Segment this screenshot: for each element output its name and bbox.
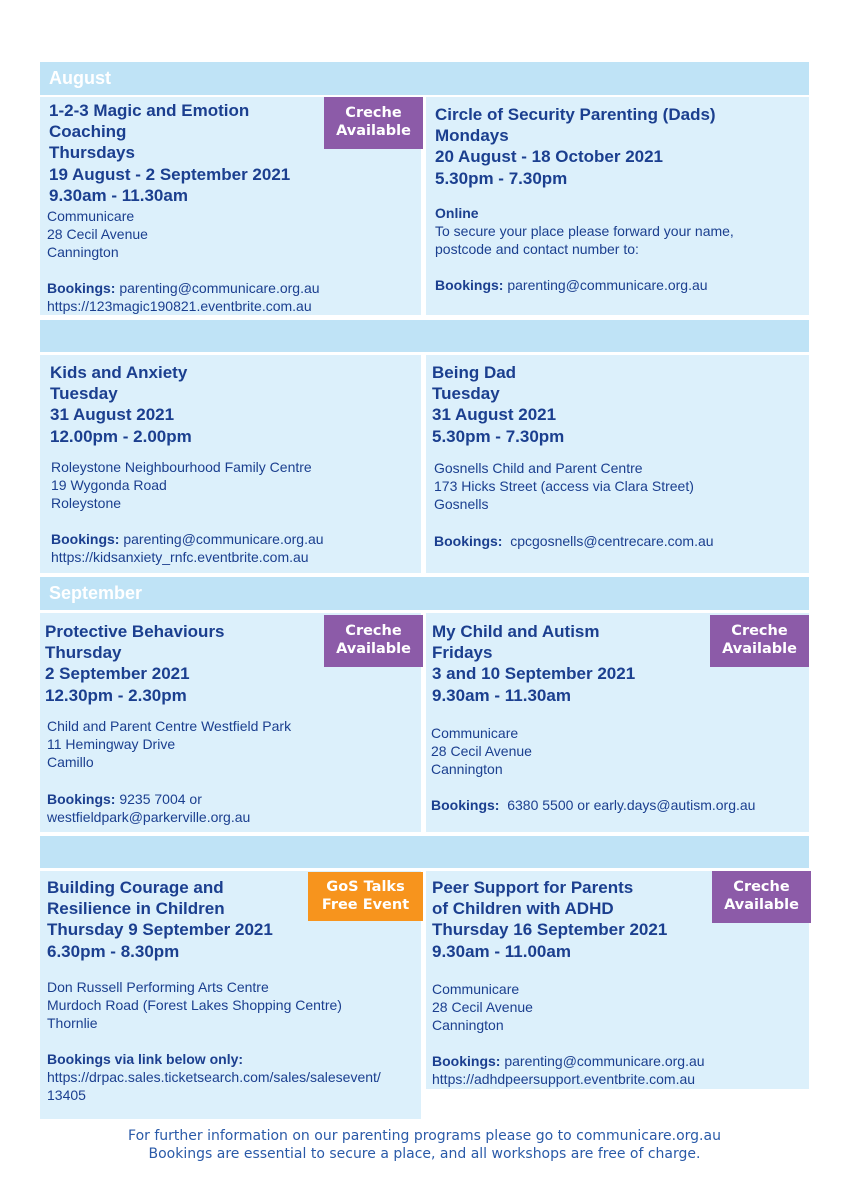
bookings-email[interactable]: parenting@communicare.org.au	[119, 280, 320, 296]
event-heading	[50, 362, 192, 447]
bookings-email[interactable]: parenting@communicare.org.au	[507, 277, 708, 293]
event-dates: 31 August 2021	[432, 405, 557, 425]
event-time: 5.30pm - 7.30pm	[432, 426, 565, 446]
event-title: Building Courage and	[47, 878, 224, 897]
bookings-email[interactable]: cpcgosnells@centrecare.com.au	[510, 533, 714, 549]
creche-available-badge: Creche Available	[324, 97, 423, 149]
event-heading	[435, 104, 716, 189]
event-location: Communicare 28 Cecil Avenue Cannington	[47, 208, 148, 260]
event-time: 9.30am - 11.30am	[432, 685, 571, 705]
event-time: 12.00pm - 2.00pm	[50, 426, 192, 446]
event-location: Don Russell Performing Arts Centre Murdoch Road (Forest Lakes Shopping Centre) Thornlie	[47, 979, 342, 1031]
event-bookings: Bookings: parenting@communicare.org.au https://123magic190821.eventbrite.com.au	[47, 280, 320, 314]
creche-available-badge: Creche Available	[324, 615, 423, 667]
event-dates: 20 August - 18 October 2021	[435, 147, 664, 167]
bookings-email[interactable]: westfieldpark@parkerville.org.au	[47, 809, 251, 825]
event-title: Protective Behaviours	[45, 622, 225, 641]
event-bookings: Bookings: parenting@communicare.org.au	[435, 277, 708, 293]
event-title: 1-2-3 Magic and Emotion	[49, 101, 250, 120]
event-time: 9.30am - 11.00am	[432, 941, 571, 961]
event-bookings: Bookings via link below only: https://drpac.sales.ticketsearch.com/sales/salesevent/ 13405	[47, 1051, 381, 1103]
event-title: My Child and Autism	[432, 622, 600, 641]
creche-available-badge: Creche Available	[712, 871, 811, 923]
event-dates: 2 September 2021	[45, 664, 190, 684]
event-dates: Thursday 16 September 2021	[432, 920, 668, 940]
event-card-my-child-autism	[426, 613, 809, 832]
event-card-protective-behaviours	[40, 613, 421, 832]
creche-available-badge: Creche Available	[710, 615, 809, 667]
event-dates: 31 August 2021	[50, 405, 175, 425]
event-title: Resilience in Children	[47, 899, 225, 919]
event-location: Child and Parent Centre Westfield Park 11 Hemingway Drive Camillo	[47, 718, 292, 770]
event-location: Communicare 28 Cecil Avenue Cannington	[432, 981, 533, 1033]
event-title: Coaching	[49, 122, 127, 142]
eventbrite-link[interactable]: https://kidsanxiety_rnfc.eventbrite.com.au	[51, 549, 309, 565]
event-day: Mondays	[435, 126, 509, 146]
event-bookings: Bookings: 6380 5500 or early.days@autism.org.au	[431, 797, 756, 813]
bookings-contact[interactable]: 6380 5500 or early.days@autism.org.au	[507, 797, 756, 813]
event-bookings: Bookings: parenting@communicare.org.au https://adhdpeersupport.eventbrite.com.au	[432, 1053, 705, 1087]
section-divider	[40, 320, 809, 352]
bookings-email[interactable]: parenting@communicare.org.au	[123, 531, 324, 547]
section-divider	[40, 836, 809, 868]
event-day: Thursdays	[49, 143, 135, 163]
event-title: Circle of Security Parenting (Dads)	[435, 105, 716, 124]
event-card-123-magic	[40, 97, 421, 315]
event-heading	[49, 100, 290, 206]
event-day: Fridays	[432, 643, 493, 663]
event-card-circle-of-security	[426, 97, 809, 315]
ticket-link-continued[interactable]: 13405	[47, 1087, 86, 1103]
gos-talks-free-event-badge: GoS Talks Free Event	[308, 872, 423, 921]
event-heading	[432, 621, 635, 706]
event-heading	[45, 621, 225, 706]
event-day: Thursday	[45, 643, 122, 663]
event-day: Tuesday	[432, 384, 500, 404]
month-header-september: September	[40, 577, 809, 610]
event-bookings: Bookings: 9235 7004 or westfieldpark@parkerville.org.au	[47, 791, 251, 825]
bookings-phone: 9235 7004 or	[119, 791, 202, 807]
ticket-link[interactable]: https://drpac.sales.ticketsearch.com/sales/salesevent/	[47, 1069, 381, 1085]
event-dates: 19 August - 2 September 2021	[49, 164, 291, 184]
event-day: Tuesday	[50, 384, 118, 404]
event-heading	[47, 877, 273, 962]
event-title: Peer Support for Parents	[432, 878, 634, 897]
eventbrite-link[interactable]: https://adhdpeersupport.eventbrite.com.au	[432, 1071, 696, 1087]
event-heading	[432, 877, 667, 962]
footer-note: Bookings are essential to secure a place, and all workshops are free of charge.	[148, 1146, 701, 1162]
event-time: 5.30pm - 7.30pm	[435, 168, 568, 188]
event-title: Being Dad	[432, 363, 517, 382]
event-location: Roleystone Neighbourhood Family Centre 19 Wygonda Road Roleystone	[51, 459, 312, 511]
event-card-building-courage	[40, 871, 421, 1119]
bookings-email[interactable]: parenting@communicare.org.au	[504, 1053, 705, 1069]
event-details: Online To secure your place please forward your name, postcode and contact number to:	[435, 205, 734, 257]
eventbrite-link[interactable]: https://123magic190821.eventbrite.com.au	[47, 298, 312, 314]
event-mode: Online	[435, 205, 479, 221]
event-time: 9.30am - 11.30am	[49, 185, 188, 205]
footer-info: For further information on our parenting programs please go to communicare.org.au	[128, 1128, 721, 1144]
event-title: Kids and Anxiety	[50, 363, 188, 382]
event-dates: Thursday 9 September 2021	[47, 920, 273, 940]
event-card-kids-anxiety	[40, 355, 421, 573]
event-dates: 3 and 10 September 2021	[432, 664, 636, 684]
event-time: 12.30pm - 2.30pm	[45, 685, 187, 705]
event-heading	[432, 362, 564, 447]
event-card-being-dad	[426, 355, 809, 573]
event-card-peer-support-adhd	[426, 871, 809, 1089]
event-bookings: Bookings: parenting@communicare.org.au https://kidsanxiety_rnfc.eventbrite.com.au	[51, 531, 324, 565]
month-header-august: August	[40, 62, 809, 95]
event-location: Communicare 28 Cecil Avenue Cannington	[431, 725, 532, 777]
event-title: of Children with ADHD	[432, 899, 614, 919]
event-time: 6.30pm - 8.30pm	[47, 941, 180, 961]
event-bookings: Bookings: cpcgosnells@centrecare.com.au	[434, 533, 714, 549]
event-location: Gosnells Child and Parent Centre 173 Hicks Street (access via Clara Street) Gosnells	[434, 460, 694, 512]
